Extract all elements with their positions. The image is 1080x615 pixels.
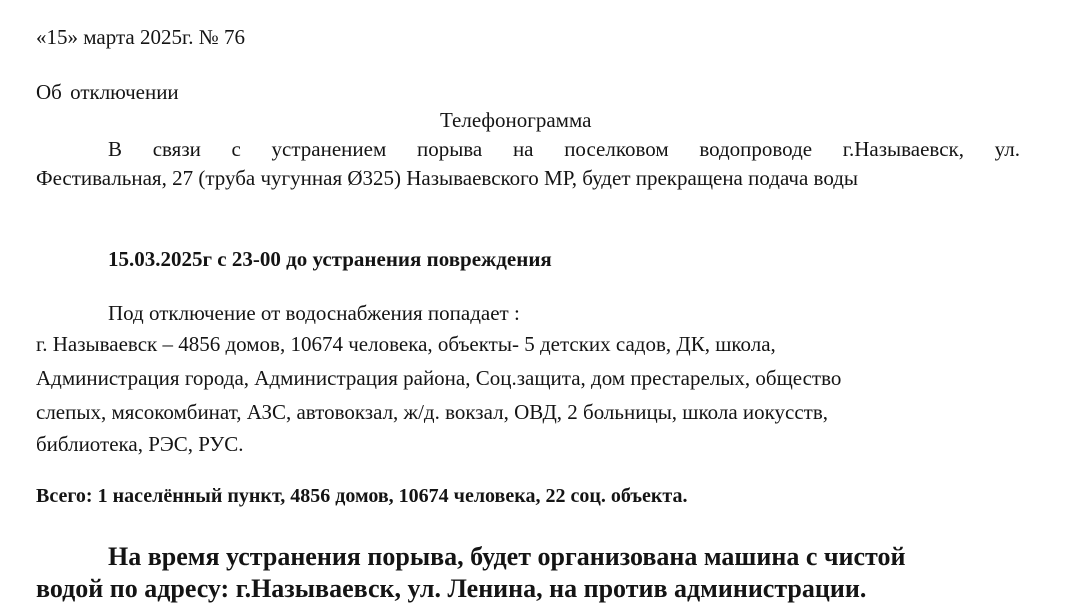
- affected-line-1: г. Называевск – 4856 домов, 10674 человека, объекты- 5 детских садов, ДК, школа,: [36, 332, 776, 356]
- notice-line-1: На время устранения порыва, будет организована машина с чистой: [108, 542, 906, 571]
- document-subject: Об отключении: [36, 80, 179, 104]
- document-title: Телефонограмма: [440, 108, 592, 132]
- total-summary: Всего: 1 населённый пункт, 4856 домов, 10674 человека, 22 соц. объекта.: [36, 485, 688, 507]
- document-date-number: «15» марта 2025г. № 76: [36, 25, 245, 49]
- paragraph-1-line-1: В связи с устранением порыва на поселковом водопроводе г.Называевск, ул.: [108, 137, 1020, 161]
- paragraph-1-line-2: Фестивальная, 27 (труба чугунная Ø325) Называевского МР, будет прекращена подача воды: [36, 166, 859, 190]
- affected-line-3: слепых, мясокомбинат, АЗС, автовокзал, ж/д. вокзал, ОВД, 2 больницы, школа иокусств,: [36, 400, 829, 424]
- outage-period: 15.03.2025г с 23-00 до устранения повреждения: [108, 247, 552, 271]
- affected-intro: Под отключение от водоснабжения попадает :: [108, 301, 520, 325]
- notice-line-2: водой по адресу: г.Называевск, ул. Ленина, на против администрации.: [36, 574, 867, 603]
- affected-line-2: Администрация города, Администрация района, Соц.защита, дом престарелых, общество: [36, 366, 842, 390]
- affected-line-4: библиотека, РЭС, РУС.: [36, 432, 244, 456]
